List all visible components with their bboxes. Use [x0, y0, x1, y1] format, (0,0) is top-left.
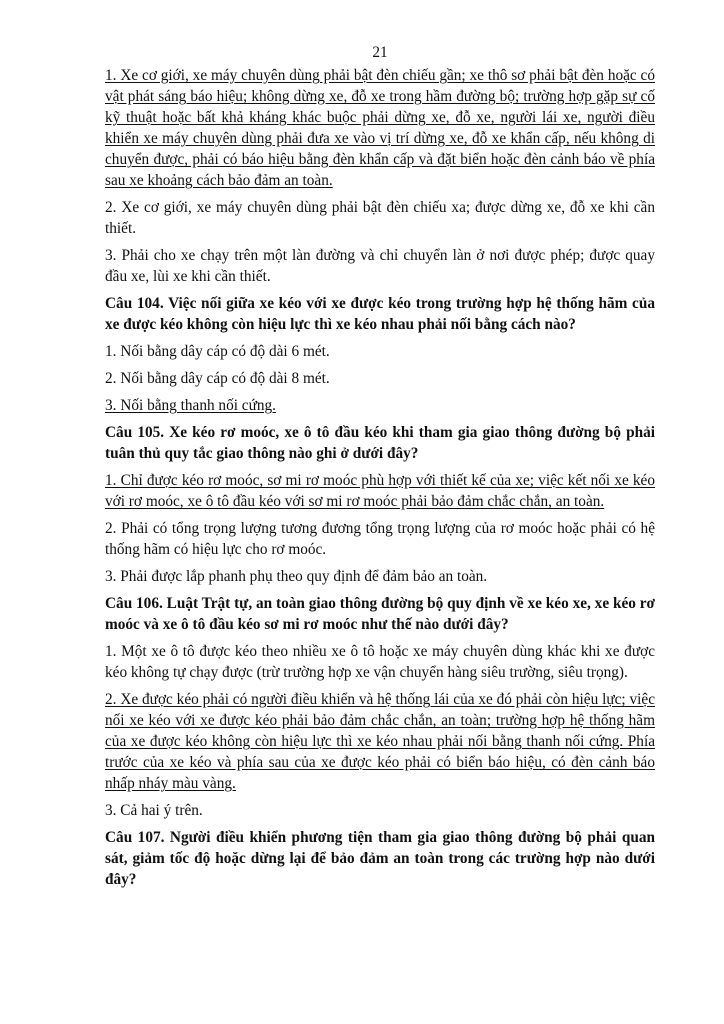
correct-answer-underline: 1. Chỉ được kéo rơ moóc, sơ mi rơ moóc phù hợp với thiết kế của xe; việc kết nối xe kéo với rơ moóc, xe ô tô đầu kéo với sơ mi rơ moóc phải bảo đảm chắc chắn, an toàn. [105, 472, 655, 510]
document-page [105, 42, 655, 896]
question-heading: Câu 104. Việc nối giữa xe kéo với xe được kéo trong trường hợp hệ thống hãm của xe được kéo không còn hiệu lực thì xe kéo nhau phải nối bằng cách nào? [105, 295, 655, 333]
answer-option: 2. Phải có tổng trọng lượng tương đương tổng trọng lượng của rơ moóc hoặc phải có hệ thống hãm có hiệu lực cho rơ moóc. [105, 520, 655, 558]
correct-answer-underline: 1. Xe cơ giới, xe máy chuyên dùng phải bật đèn chiếu gần; xe thô sơ phải bật đèn hoặc có vật phát sáng báo hiệu; không dừng xe, đỗ xe trong hầm đường bộ; trường hợp gặp sự cố kỹ thuật hoặc bất khả kháng khác buộc phải dừng xe, đỗ xe, người lái xe, người điều khiển xe máy chuyên dùng phải đưa xe vào vị trí dừng xe, đỗ xe khẩn cấp, nếu không di chuyển được, phải có báo hiệu bằng đèn khẩn cấp và đặt biển hoặc đèn cảnh báo về phía sau xe khoảng cách bảo đảm an toàn. [105, 67, 655, 189]
page-number: 21 [372, 44, 388, 61]
answer-option-correct [105, 395, 655, 416]
answer-option: 1. Nối bằng dây cáp có độ dài 6 mét. [105, 343, 330, 360]
answer-option: 1. Một xe ô tô được kéo theo nhiều xe ô tô hoặc xe máy chuyên dùng khác khi xe được kéo không tự chạy được (trừ trường hợp xe vận chuyển hàng siêu trường, siêu trọng). [105, 643, 655, 681]
question-heading: Câu 107. Người điều khiển phương tiện tham gia giao thông đường bộ phải quan sát, giảm tốc độ hoặc dừng lại để bảo đảm an toàn trong các trường hợp nào dưới đây? [105, 829, 655, 888]
answer-option: 3. Phải được lắp phanh phụ theo quy định để đảm bảo an toàn. [105, 568, 488, 585]
answer-option: 3. Phải cho xe chạy trên một làn đường và chỉ chuyển làn ở nơi được phép; được quay đầu xe, lùi xe khi cần thiết. [105, 247, 655, 285]
answer-option-correct [105, 470, 655, 512]
question-heading: Câu 105. Xe kéo rơ moóc, xe ô tô đầu kéo khi tham gia giao thông đường bộ phải tuân thủ quy tắc giao thông nào ghi ở dưới đây? [105, 424, 655, 462]
answer-option: 2. Xe cơ giới, xe máy chuyên dùng phải bật đèn chiếu xa; được dừng xe, đỗ xe khi cần thiết. [105, 199, 655, 237]
document-content [105, 65, 655, 890]
question-heading: Câu 106. Luật Trật tự, an toàn giao thông đường bộ quy định về xe kéo xe, xe kéo rơ moóc và xe ô tô đầu kéo sơ mi rơ moóc như thế nào dưới đây? [105, 595, 655, 633]
answer-option-correct [105, 65, 655, 191]
answer-option-correct [105, 689, 655, 794]
correct-answer-underline: 2. Xe được kéo phải có người điều khiển và hệ thống lái của xe đó phải còn hiệu lực; việc nối xe kéo với xe được kéo phải bảo đảm chắc chắn, an toàn; trường hợp hệ thống hãm của xe được kéo không còn hiệu lực thì xe kéo nhau phải nối bằng thanh nối cứng. Phía trước của xe kéo và phía sau của xe được kéo phải có biển báo hiệu, có đèn cảnh báo nhấp nháy màu vàng. [105, 691, 655, 792]
answer-option: 3. Cả hai ý trên. [105, 802, 203, 819]
answer-option: 2. Nối bằng dây cáp có độ dài 8 mét. [105, 370, 330, 387]
correct-answer-underline: 3. Nối bằng thanh nối cứng. [105, 397, 277, 414]
